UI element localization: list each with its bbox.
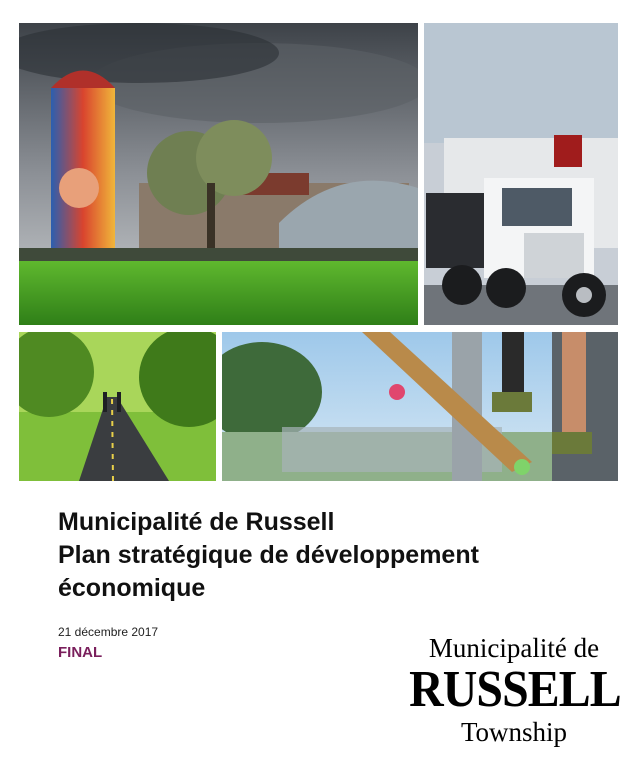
- logo-line-municipalite: Municipalité de: [428, 633, 600, 663]
- logo-line-russell: RUSSELL: [409, 661, 621, 718]
- title-line-economic: économique: [58, 574, 206, 602]
- walking-path-photo: [19, 332, 216, 481]
- document-status: FINAL: [58, 644, 103, 661]
- logo-line-township: Township: [460, 717, 568, 747]
- title-line-municipality: Municipalité de Russell: [58, 508, 335, 536]
- title-line-plan: Plan stratégique de développement: [58, 541, 479, 569]
- skateboard-photo: [222, 332, 618, 481]
- russell-township-logo: [400, 632, 628, 748]
- document-title: [58, 506, 618, 605]
- dump-truck-photo: [424, 23, 618, 325]
- barn-silo-mural-photo: [19, 23, 418, 325]
- document-date: 21 décembre 2017: [58, 625, 159, 639]
